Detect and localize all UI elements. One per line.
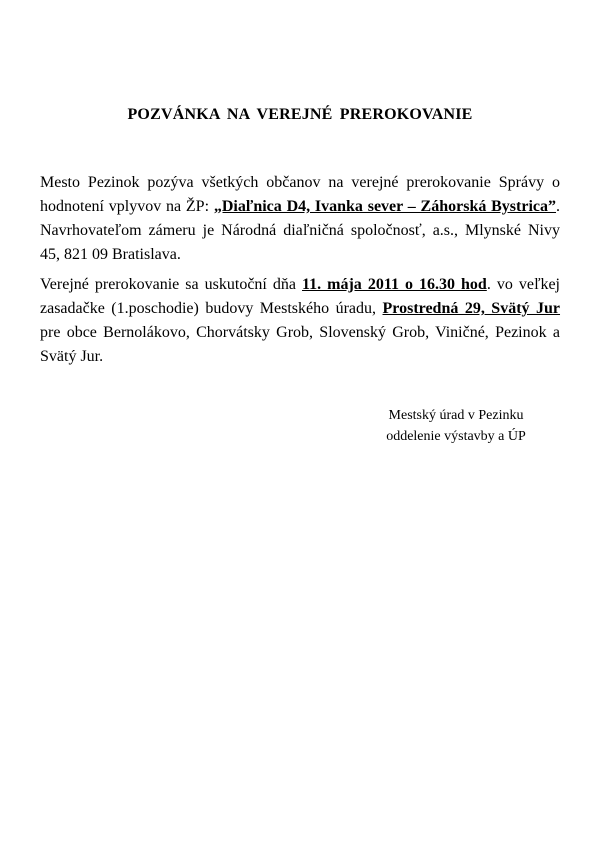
invitation-paragraph — [40, 171, 560, 267]
meeting-text-end: pre obce Bernolákovo, Chorvátsky Grob, Slovenský Grob, Viničné, Pezinok a Svätý Jur. — [40, 324, 560, 365]
meeting-address: Prostredná 29, Svätý Jur — [382, 300, 561, 317]
meeting-date-time: 11. mája 2011 o 16.30 hod — [302, 276, 487, 293]
meeting-text-start: Verejné prerokovanie sa uskutoční dňa — [40, 276, 303, 293]
meeting-details-paragraph — [40, 273, 560, 369]
project-name: „Diaľnica D4, Ivanka sever – Záhorská Bystrica” — [213, 198, 557, 215]
invitation-text-end: . Navrhovateľom zámeru je Národná diaľničná spoločnosť, a.s., Mlynské Nivy 45, 821 09 Bratislava. — [40, 198, 561, 263]
document-title: POZVÁNKA NA VEREJNÉ PREROKOVANIE — [127, 106, 473, 123]
signature-office: Mestský úrad v Pezinku — [388, 408, 524, 423]
invitation-text-start: Mesto Pezinok pozýva všetkých občanov na verejné prerokovanie Správy o hodnotení vplyvov na ŽP: — [40, 174, 560, 215]
signature-department: oddelenie výstavby a ÚP — [386, 429, 526, 444]
meeting-text-middle: . vo veľkej zasadačke (1.poschodie) budovy Mestského úradu, — [40, 276, 560, 317]
signature-block — [356, 405, 556, 447]
